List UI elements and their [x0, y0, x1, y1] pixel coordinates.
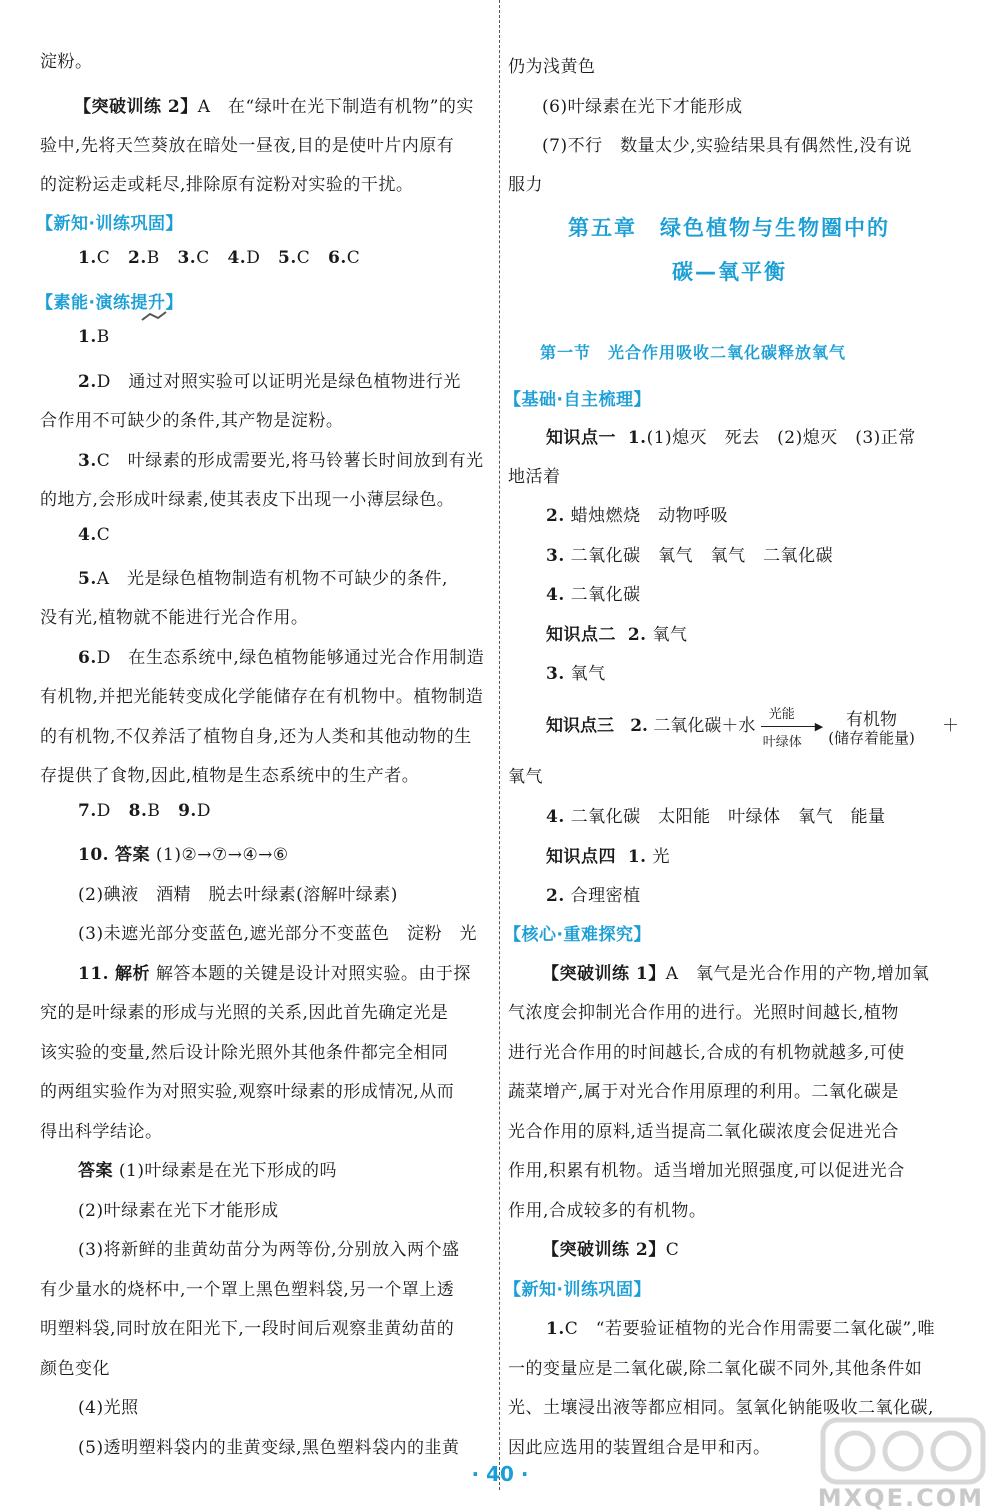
text-line: 淀粉。	[40, 52, 93, 72]
knowledge-row	[546, 842, 670, 867]
text-line: (2)碘液 酒精 脱去叶绿素(溶解叶绿素)	[78, 885, 398, 905]
text-segment: A 氧气是光合作用的产物,增加氧	[665, 964, 930, 984]
answer-num: 1.	[78, 327, 97, 347]
tag-breakthrough-2: 【突破训练 2】	[74, 97, 198, 117]
answer-row	[78, 525, 110, 545]
answer-value: B	[147, 801, 161, 821]
section-heading-basics: 【基础·自主梳理】	[504, 390, 651, 410]
answer-value: 氧气	[570, 664, 606, 684]
answer-value: (1)②→⑦→④→⑥	[155, 845, 289, 865]
text-line: 颜色变化	[40, 1359, 110, 1379]
answer-num: 2.	[78, 372, 97, 392]
knowledge-row	[546, 501, 728, 526]
product-name: 有机物	[846, 710, 898, 730]
answer-value: A 光是绿色植物制造有机物不可缺少的条件,	[96, 569, 448, 589]
answer-num: 5.	[278, 248, 297, 268]
answer-value: B	[96, 327, 110, 347]
text-line: (5)透明塑料袋内的韭黄变绿,黑色塑料袋内的韭黄	[78, 1438, 460, 1458]
text-line: 一的变量应是二氧化碳,除二氧化碳不同外,其他条件如	[508, 1359, 923, 1379]
text-line: 作用,积累有机物。适当增加光照强度,可以促进光合	[508, 1161, 905, 1181]
arrow-head-icon: ▶	[814, 719, 824, 733]
text-line: 验中,先将天竺葵放在暗处一昼夜,目的是使叶片内原有	[40, 136, 455, 156]
answer-num: 2.	[546, 886, 565, 906]
answer-value: C 叶绿素的形成需要光,将马铃薯长时间放到有光	[96, 451, 484, 471]
answer-num: 1.	[627, 428, 647, 448]
answer-row	[78, 1156, 337, 1181]
answer-value: D	[246, 248, 261, 268]
text-line: 有少量水的烧杯中,一个罩上黑色塑料袋,另一个罩上透	[40, 1280, 455, 1300]
equation-reactants: 二氧化碳＋水	[653, 716, 756, 736]
answer-value: (1)叶绿素是在光下形成的吗	[118, 1161, 337, 1181]
knowledge-label: 知识点四	[546, 847, 616, 867]
text-line: 的地方,会形成叶绿素,使其表皮下出现一小薄层绿色。	[40, 490, 455, 510]
answer-value: 蜡烛燃烧 动物呼吸	[570, 506, 729, 526]
answer-row	[78, 248, 360, 268]
answer-value: 二氧化碳	[570, 585, 641, 605]
answer-num: 3.	[78, 451, 97, 471]
answer-row	[78, 446, 484, 471]
text-line: 的两组实验作为对照实验,观察叶绿素的形成情况,从而	[40, 1082, 455, 1102]
answer-row	[78, 327, 110, 347]
answer-num: 6.	[78, 648, 97, 668]
answer-value: 二氧化碳 氧气 氧气 二氧化碳	[570, 546, 834, 566]
text-segment: C	[665, 1240, 680, 1260]
section-heading-new-knowledge: 【新知·训练巩固】	[36, 214, 183, 234]
plus-sign: ＋	[941, 716, 959, 736]
answer-num: 4.	[546, 807, 565, 827]
answer-num: 1.	[78, 248, 97, 268]
text-line: 究的是叶绿素的形成与光照的关系,因此首先确定光是	[40, 1003, 449, 1023]
answer-value: C	[96, 525, 111, 545]
answer-num: 2.	[627, 625, 647, 645]
equation-product	[828, 711, 915, 747]
answer-num: 2.	[546, 506, 565, 526]
answer-num: 9.	[178, 801, 197, 821]
text-line: 蔬菜增产,属于对光合作用原理的利用。二氧化碳是	[508, 1082, 899, 1102]
text-line: 合作用不可缺少的条件,其产物是淀粉。	[40, 411, 344, 431]
text-line	[74, 92, 474, 117]
section-heading-new-knowledge: 【新知·训练巩固】	[504, 1280, 651, 1300]
answer-row	[78, 959, 471, 984]
answer-num: 2.	[127, 248, 147, 268]
answer-value: 解答本题的关键是设计对照实验。由于探	[155, 964, 471, 984]
answer-num: 4.	[546, 585, 565, 605]
answer-num: 10.	[78, 845, 110, 865]
column-divider	[499, 0, 500, 1490]
answer-num: 8.	[128, 801, 148, 821]
knowledge-label: 知识点一	[546, 428, 616, 448]
answer-num: 1.	[546, 1319, 565, 1339]
text-line: 进行光合作用的时间越长,合成的有机物就越多,可使	[508, 1043, 905, 1063]
arrow-condition-energy: 光能	[768, 706, 795, 722]
knowledge-row	[546, 620, 687, 645]
text-line: 有机物,并把光能转变成化学能储存在有机物中。植物制造	[40, 687, 484, 707]
text-line: 的有机物,不仅养活了植物自身,还为人类和其他动物的生	[40, 727, 472, 747]
chapter-title: 第五章 绿色植物与生物圈中的	[568, 216, 890, 240]
answer-value: C “若要验证植物的光合作用需要二氧化碳”,唯	[564, 1319, 936, 1339]
text-line: 该实验的变量,然后设计除光照外其他条件都完全相同	[40, 1043, 449, 1063]
section-title: 第一节 光合作用吸收二氧化碳释放氧气	[540, 343, 847, 362]
knowledge-row	[546, 580, 641, 605]
text-line: 气浓度会抑制光合作用的进行。光照时间越长,植物	[508, 1003, 899, 1023]
section-heading-ability: 【素能·演练提升】	[36, 293, 183, 313]
text-line: 明塑料袋,同时放在阳光下,一段时间后观察韭黄幼苗的	[40, 1319, 455, 1339]
knowledge-row	[546, 802, 886, 827]
analysis-keyword: 解析	[114, 964, 150, 984]
text-line: (3)未遮光部分变蓝色,遮光部分不变蓝色 淀粉 光	[78, 924, 477, 944]
answer-value: (1)熄灭 死去 (2)熄灭 (3)正常	[646, 428, 916, 448]
answer-value: D 在生态系统中,绿色植物能够通过光合作用制造	[96, 648, 485, 668]
answer-value: C	[296, 248, 311, 268]
answer-num: 3.	[546, 664, 565, 684]
text-line: 作用,合成较多的有机物。	[508, 1201, 707, 1221]
tag-breakthrough-1: 【突破训练 1】	[542, 964, 666, 984]
text-line: (6)叶绿素在光下才能形成	[542, 97, 743, 117]
answer-num: 3.	[546, 546, 565, 566]
smudge-mark	[140, 308, 170, 328]
text-line: (3)将新鲜的韭黄幼苗分为两等份,分别放入两个盛	[78, 1240, 460, 1260]
answer-value: C	[346, 248, 361, 268]
knowledge-label: 知识点三	[546, 716, 614, 736]
text-line: (4)光照	[78, 1398, 139, 1418]
answer-value: D	[96, 801, 111, 821]
answer-keyword: 答案	[114, 845, 150, 865]
chapter-title-line2: 碳—氧平衡	[672, 260, 787, 284]
watermark-text: MXQE.COM	[817, 1484, 984, 1512]
tag-breakthrough-2: 【突破训练 2】	[542, 1240, 666, 1260]
knowledge-row	[546, 423, 916, 448]
answer-row	[78, 801, 211, 821]
text-line: 的淀粉运走或耗尽,排除原有淀粉对实验的干扰。	[40, 175, 414, 195]
text-line: 仍为浅黄色	[508, 57, 596, 77]
photosynthesis-equation	[546, 706, 959, 750]
page-number: · 40 ·	[471, 1462, 529, 1486]
answer-num: 7.	[78, 801, 97, 821]
knowledge-row	[546, 541, 833, 566]
answer-num: 3.	[177, 248, 197, 268]
answer-num: 5.	[78, 569, 97, 589]
answer-num: 4.	[78, 525, 97, 545]
text-line: 服力	[508, 175, 543, 195]
text-line: 光合作用的原料,适当提高二氧化碳浓度会促进光合	[508, 1122, 899, 1142]
product-note: (储存着能量)	[828, 729, 915, 747]
text-line: 因此应选用的装置组合是甲和丙。	[508, 1438, 771, 1458]
text-line: 氧气	[508, 767, 543, 787]
knowledge-row	[546, 881, 641, 906]
answer-num: 1.	[627, 847, 647, 867]
section-heading-core: 【核心·重难探究】	[504, 925, 651, 945]
text-line: 存提供了食物,因此,植物是生态系统中的生产者。	[40, 766, 420, 786]
answer-value: 合理密植	[570, 886, 641, 906]
answer-row	[546, 1314, 935, 1339]
answer-num: 4.	[227, 248, 247, 268]
arrow-condition-site: 叶绿体	[762, 734, 802, 750]
arrow-line	[761, 726, 819, 727]
answer-num: 6.	[328, 248, 347, 268]
answer-value: 光	[652, 847, 670, 867]
text-segment: A 在“绿叶在光下制造有机物”的实	[197, 97, 474, 117]
answer-value: 氧气	[652, 625, 688, 645]
answer-row	[78, 643, 484, 668]
text-line	[542, 959, 929, 984]
text-line: 地活着	[508, 467, 561, 487]
text-line: 得出科学结论。	[40, 1122, 163, 1142]
answer-row	[78, 367, 461, 392]
answer-value: B	[146, 248, 160, 268]
answer-row	[78, 564, 448, 589]
answer-value: 二氧化碳 太阳能 叶绿体 氧气 能量	[570, 807, 886, 827]
text-line: 光、土壤浸出液等都应相同。氢氧化钠能吸收二氧化碳,	[508, 1398, 934, 1418]
answer-value: D	[196, 801, 211, 821]
reaction-arrow	[761, 706, 824, 750]
text-line: 没有光,植物就不能进行光合作用。	[40, 608, 309, 628]
answer-value: D 通过对照实验可以证明光是绿色植物进行光	[96, 372, 461, 392]
answer-num: 11.	[78, 964, 110, 984]
text-line	[542, 1235, 679, 1260]
answer-value: C	[96, 248, 111, 268]
knowledge-row	[546, 659, 606, 684]
text-line: (2)叶绿素在光下才能形成	[78, 1201, 279, 1221]
answer-keyword: 答案	[78, 1161, 113, 1181]
text-line: (7)不行 数量太少,实验结果具有偶然性,没有说	[542, 136, 912, 156]
knowledge-label: 知识点二	[546, 625, 616, 645]
answer-value: C	[196, 248, 210, 268]
answer-num: 2.	[630, 716, 648, 736]
answer-row	[78, 840, 289, 865]
